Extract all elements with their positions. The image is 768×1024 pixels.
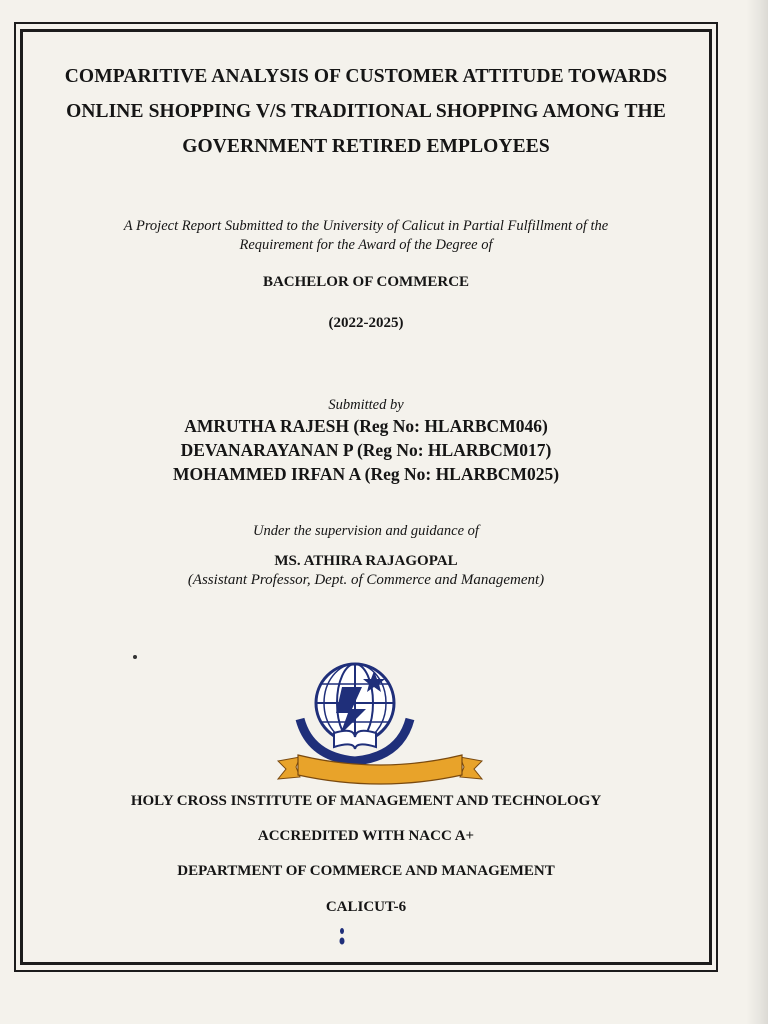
- title-page-content: [20, 29, 712, 965]
- submission-note-line: A Project Report Submitted to the University of Calicut in Partial Fulfillment of the: [123, 218, 609, 234]
- guidance-label: Under the supervision and guidance of: [253, 523, 479, 539]
- report-title-line: COMPARITIVE ANALYSIS OF CUSTOMER ATTITUDE TOWARDS: [64, 66, 668, 87]
- degree-name: BACHELOR OF COMMERCE: [262, 274, 470, 290]
- department-name: DEPARTMENT OF COMMERCE AND MANAGEMENT: [177, 863, 555, 879]
- submitted-by-label: Submitted by: [328, 397, 404, 413]
- institution-name: HOLY CROSS INSTITUTE OF MANAGEMENT AND TECHNOLOGY: [130, 793, 602, 809]
- supervisor-name: MS. ATHIRA RAJAGOPAL: [274, 553, 458, 569]
- globe-icon: [316, 664, 394, 742]
- student-name: DEVANARAYANAN P (Reg No: HLARBCM017): [180, 440, 552, 460]
- report-title-line: GOVERNMENT RETIRED EMPLOYEES: [182, 136, 550, 157]
- submission-note-line: Requirement for the Award of the Degree of: [239, 237, 493, 253]
- city-name: CALICUT-6: [325, 899, 407, 915]
- ink-mark: [338, 927, 346, 947]
- student-name: MOHAMMED IRFAN A (Reg No: HLARBCM025): [172, 464, 560, 484]
- academic-years: (2022-2025): [328, 315, 404, 331]
- ink-speck: [133, 655, 137, 659]
- submission-note: [20, 217, 712, 255]
- student-list: [20, 414, 712, 486]
- accreditation: ACCREDITED WITH NACC A+: [257, 828, 475, 844]
- report-title-line: ONLINE SHOPPING V/S TRADITIONAL SHOPPING AMONG THE: [66, 101, 666, 122]
- supervisor-designation: (Assistant Professor, Dept. of Commerce and Management): [187, 572, 545, 588]
- report-title: [20, 59, 712, 164]
- institution-logo: [270, 657, 490, 787]
- page-edge-shadow: [746, 0, 768, 1024]
- student-name: AMRUTHA RAJESH (Reg No: HLARBCM046): [184, 416, 548, 436]
